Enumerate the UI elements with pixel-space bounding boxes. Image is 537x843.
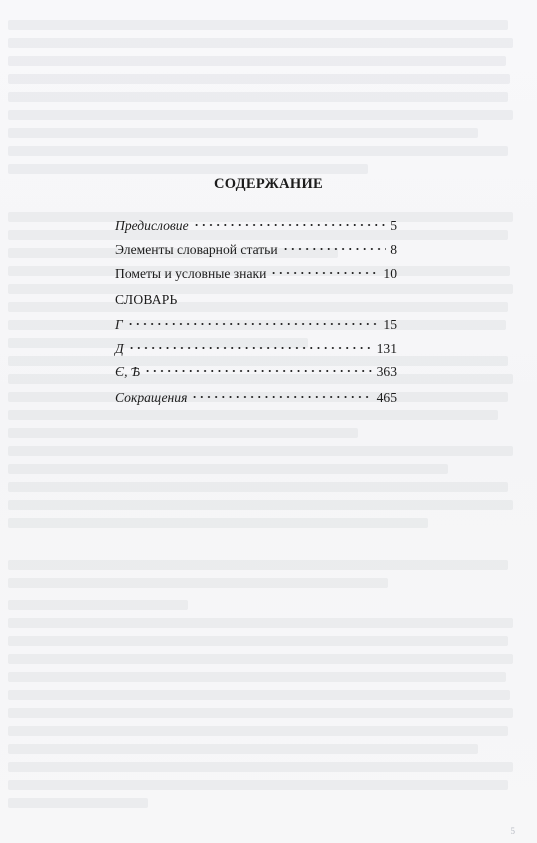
toc-entry-marks[interactable]: [115, 265, 397, 283]
toc-entry-page: 15: [383, 317, 397, 332]
page-number: 5: [510, 826, 515, 836]
toc-entry-page: 131: [376, 341, 397, 356]
toc-entry-label: Д: [115, 341, 124, 356]
section-dictionary-heading: СЛОВАРЬ: [115, 292, 178, 307]
toc-entry-page: 465: [376, 390, 397, 405]
dot-leader: [128, 346, 373, 350]
dot-leader: [270, 271, 379, 275]
toc-entry-letter-d[interactable]: [115, 340, 397, 358]
toc-entry-article-elements[interactable]: [115, 241, 397, 259]
toc-entry-label: Элементы словарной статьи: [115, 242, 278, 257]
toc-entry-page: 5: [390, 218, 397, 233]
toc-entry-page: 363: [376, 364, 397, 379]
dot-leader: [191, 395, 372, 399]
toc-entry-page: 10: [383, 266, 397, 281]
toc-entry-label: Є, Ѣ: [115, 364, 141, 379]
dot-leader: [193, 223, 387, 227]
toc-entry-abbreviations[interactable]: [115, 389, 397, 407]
toc-entry-page: 8: [390, 242, 397, 257]
table-of-contents: [115, 217, 397, 407]
toc-entry-label: Сокращения: [115, 390, 188, 405]
dot-leader: [144, 369, 373, 373]
toc-entry-label: Предисловие: [115, 218, 189, 233]
toc-entry-label: Г: [115, 317, 123, 332]
toc-entry-letter-e[interactable]: [115, 363, 397, 381]
toc-entry-preface[interactable]: [115, 217, 397, 235]
contents-heading: СОДЕРЖАНИЕ: [213, 176, 324, 192]
dot-leader: [127, 322, 380, 326]
dot-leader: [282, 247, 387, 251]
toc-entry-letter-g[interactable]: [115, 316, 397, 334]
toc-entry-label: Пометы и условные знаки: [115, 266, 267, 281]
